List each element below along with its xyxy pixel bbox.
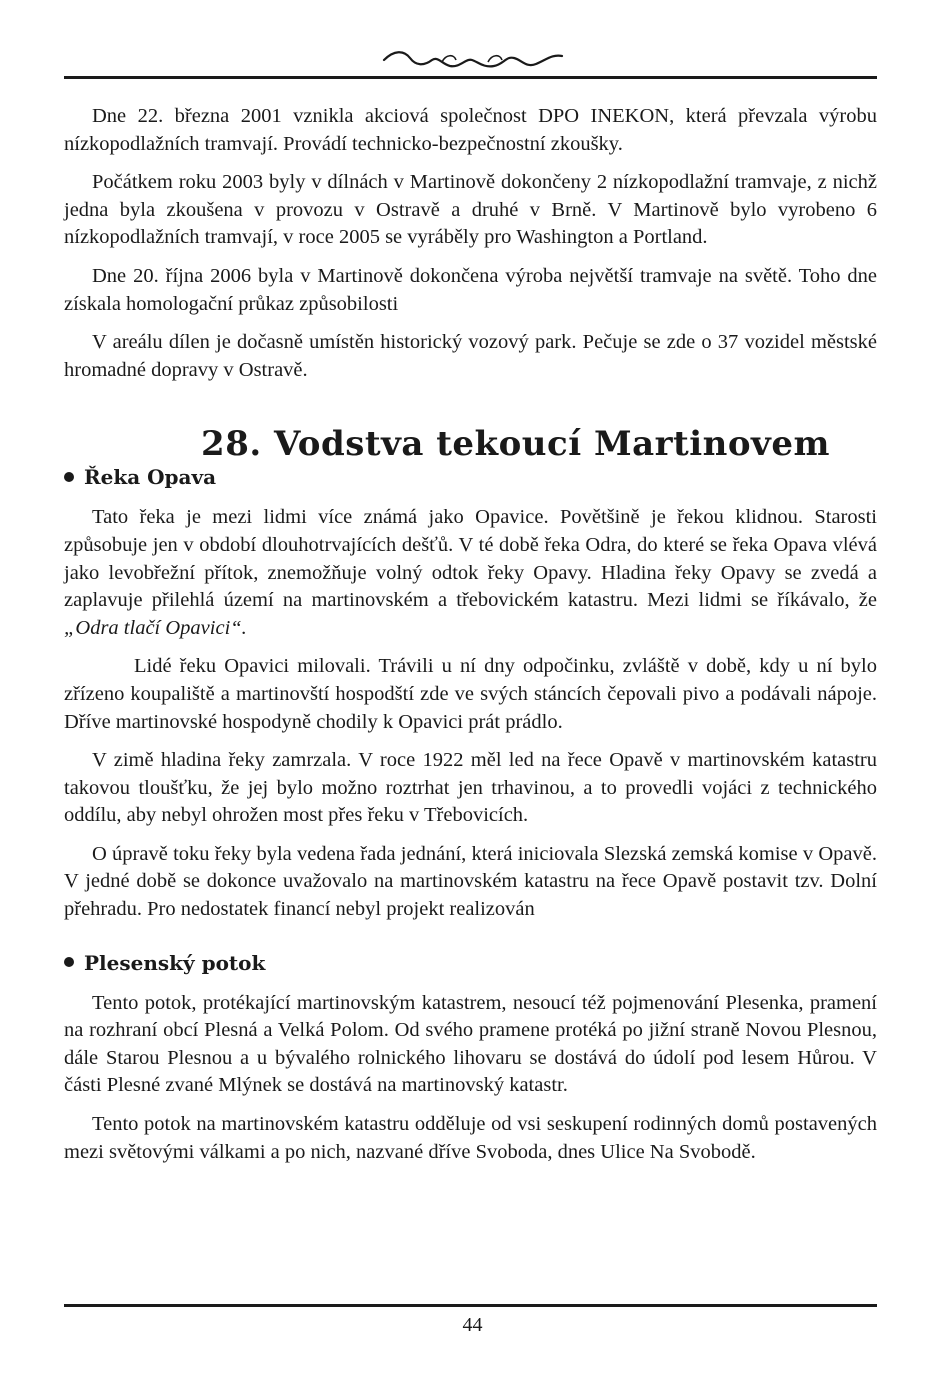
intro-paragraph: Dne 20. října 2006 byla v Martinově dokončena výroba největší tramvaje na světě. Toho dne získala homologační průkaz způsobilosti xyxy=(64,264,877,315)
paragraph-text: Tato řeka je mezi lidmi více známá jako Opavice. Povětšině je řekou klidnou. Starosti způsobuje jen v období dlouhotrvajících dešťů. V té době řeka Odra, do které se řeka Opava vlévá jako levobřežní přítok, znemožňuje volný odtok řeky Opavy. Hladina řeky Opavy se zvedá a zaplavuje přilehlá území na martinovském a třebovickém katastru. Mezi lidmi se říkávalo, že xyxy=(64,506,877,612)
section-paragraph: Tento potok, protékající martinovským katastrem, nesoucí též pojmenování Plesenka, pramení na rozhraní obcí Plesná a Velká Polom. Od svého pramene protéká po jižní straně Novou Plesnou, dále Starou Plesnou a u bývalého rolnického lihovaru se dostává do údolí pod lesem Hůrou. V části Plesné zvané Mlýnek se dostává na martinovský katastr. xyxy=(64,991,877,1097)
section-heading-plesensky-potok xyxy=(64,950,877,976)
section-heading-label: Plesenský potok xyxy=(84,950,266,975)
intro-paragraph: Počátkem roku 2003 byly v dílnách v Martinově dokončeny 2 nízkopodlažní tramvaje, z nichž jedna byla zkoušena v provozu v Ostravě a druhé v Brně. V Martinově bylo vyrobeno 6 nízkopodlažních tramvají, v roce 2005 se vyráběly pro Washington a Portland. xyxy=(64,171,877,249)
section-paragraph: Lidé řeku Opavici milovali. Trávili u ní dny odpočinku, zvláště v době, kdy u ní bylo zřízeno koupaliště a martinovští hospodští zde ve svých stáncích čepovali pivo a podávali nápoje. Dříve martinovské hospodyně chodily k Opavici prát prádlo. xyxy=(64,655,877,733)
section-paragraph: O úpravě toku řeky byla vedena řada jednání, která iniciovala Slezská zemská komise v Opavě. V jedné době se dokonce uvažovalo na martinovském katastru na řece Opavě postavit tzv. Dolní přehradu. Pro nedostatek financí nebyl projekt realizován xyxy=(64,842,877,921)
bullet-icon xyxy=(64,472,74,482)
section-paragraph xyxy=(64,504,877,642)
section-heading-reka-opava xyxy=(64,464,877,490)
section-paragraph: Tento potok na martinovském katastru odděluje od vsi seskupení rodinných domů postavených mezi světovými válkami a po nich, nazvané dříve Svoboda, dnes Ulice Na Svobodě. xyxy=(64,1113,877,1163)
bullet-icon xyxy=(64,957,74,967)
page-content xyxy=(64,103,877,1177)
section-paragraph: V zimě hladina řeky zamrzala. V roce 1922 měl led na řece Opavě v martinovském katastru takovou tloušťku, že jej bylo možno roztrhat jen trhavinou, a to provedli vojáci z technického oddílu, aby nebyl ohrožen most přes řeku v Třebovicích. xyxy=(64,749,877,827)
intro-paragraph: V areálu dílen je dočasně umístěn historický vozový park. Pečuje se zde o 37 vozidel městské hromadné dopravy v Ostravě. xyxy=(64,331,877,381)
footer-rule xyxy=(64,1304,877,1307)
section-heading-label: Řeka Opava xyxy=(84,465,217,490)
decorative-flourish-icon xyxy=(380,44,565,74)
chapter-title: 28. Vodstva tekoucí Martinovem xyxy=(201,424,830,465)
page-number: 44 xyxy=(462,1314,483,1336)
header-rule xyxy=(64,76,877,79)
intro-paragraph: Dne 22. března 2001 vznikla akciová společnost DPO INEKON, která převzala výrobu nízkopodlažních tramvají. Provádí technicko-bezpečnostní zkoušky. xyxy=(64,105,877,155)
quoted-saying: „Odra tlačí Opavici“. xyxy=(64,616,247,639)
